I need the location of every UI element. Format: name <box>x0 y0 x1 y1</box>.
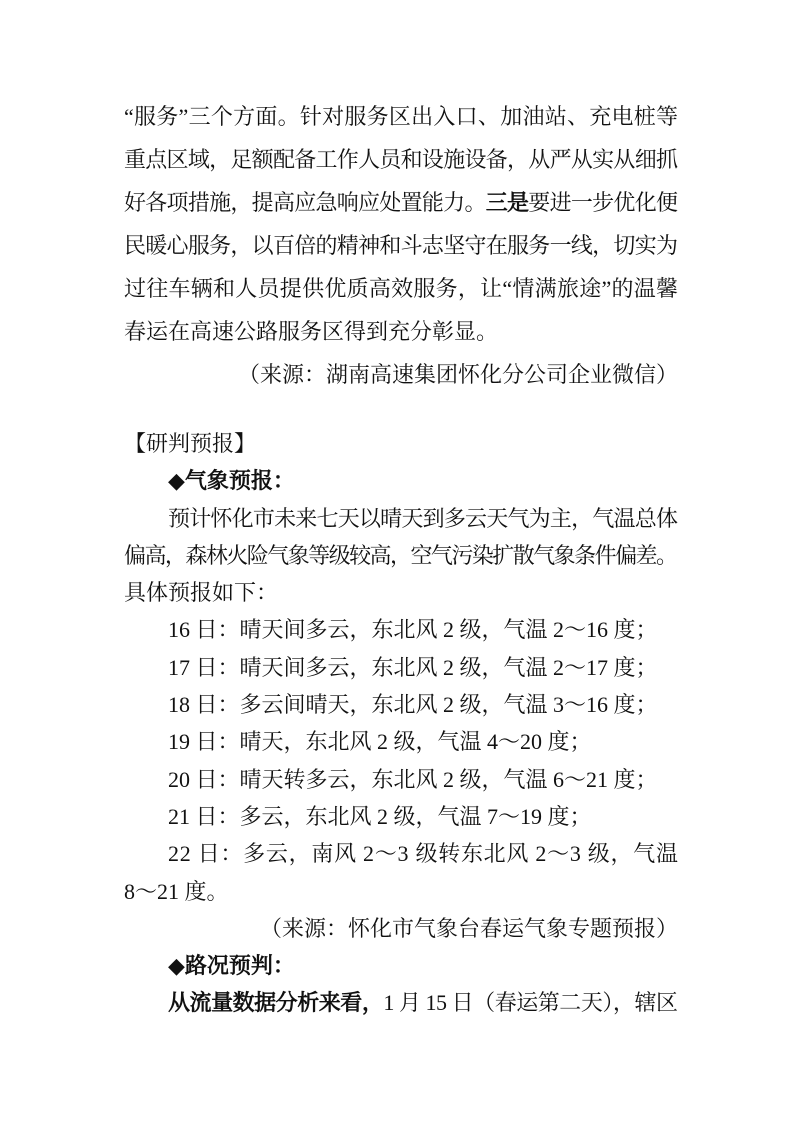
line-text: 偏高，森林火险气象等级较高，空气污染扩散气象条件偏差。 <box>124 542 677 568</box>
line-text: 8～21 度。 <box>124 878 229 904</box>
body-line <box>124 537 678 574</box>
body-line <box>124 95 678 138</box>
line-text: 从流量数据分析来看，1 月 15 日（春运第二天），辖区 <box>168 990 678 1016</box>
body-line <box>124 947 678 984</box>
line-text: （来源：怀化市气象台春运气象专题预报） <box>259 915 678 941</box>
body-line <box>124 574 678 611</box>
line-text: 【研判预报】 <box>124 431 257 456</box>
line-text: 预计怀化市未来七天以晴天到多云天气为主，气温总体 <box>168 505 678 531</box>
body-line <box>124 649 678 686</box>
text-column <box>124 0 678 1122</box>
line-text: 17 日：晴天间多云，东北风 2 级，气温 2～17 度； <box>168 654 658 680</box>
body-line <box>124 984 678 1021</box>
source-line <box>124 353 678 396</box>
body-line <box>124 873 678 910</box>
line-text: 重点区域，足额配备工作人员和设施设备，从严从实从细抓 <box>124 147 678 172</box>
line-text: 春运在高速公路服务区得到充分彰显。 <box>124 319 499 344</box>
line-text: ◆路况预判： <box>168 953 295 979</box>
body-line <box>124 181 678 224</box>
body-line <box>124 138 678 181</box>
line-text: 民暖心服务，以百倍的精神和斗志坚守在服务一线，切实为 <box>124 233 678 258</box>
body-line <box>124 611 678 648</box>
body-line <box>124 761 678 798</box>
line-text: “服务”三个方面。针对服务区出入口、加油站、充电桩等 <box>124 104 679 129</box>
body-line <box>124 462 678 499</box>
body-line <box>124 798 678 835</box>
line-text: 16 日：晴天间多云，东北风 2 级，气温 2～16 度； <box>168 617 658 643</box>
line-text: 具体预报如下： <box>124 580 279 606</box>
body-line <box>124 686 678 723</box>
line-text: ◆气象预报： <box>168 468 295 494</box>
line-text: 22 日：多云，南风 2～3 级转东北风 2～3 级，气温 <box>168 841 679 867</box>
source-line <box>124 910 678 947</box>
body-line <box>124 723 678 760</box>
body-line <box>124 267 678 310</box>
forecast-section <box>124 425 678 1022</box>
line-text: 20 日：晴天转多云，东北风 2 级，气温 6～21 度； <box>168 766 658 792</box>
body-line <box>124 224 678 267</box>
line-text: 19 日：晴天，东北风 2 级，气温 4～20 度； <box>168 729 592 755</box>
line-text: 好各项措施，提高应急响应处置能力。三是要进一步优化便 <box>124 190 678 215</box>
line-text: （来源：湖南高速集团怀化分公司企业微信） <box>237 362 678 387</box>
service-paragraph-section <box>124 95 678 396</box>
line-text: 18 日：多云间晴天，东北风 2 级，气温 3～16 度； <box>168 692 658 718</box>
line-text: 21 日：多云，东北风 2 级，气温 7～19 度； <box>168 803 592 829</box>
line-text: 过往车辆和人员提供优质高效服务，让“情满旅途”的温馨 <box>124 276 679 301</box>
body-line <box>124 835 678 872</box>
body-line <box>124 500 678 537</box>
body-line <box>124 310 678 353</box>
body-line <box>124 425 678 462</box>
